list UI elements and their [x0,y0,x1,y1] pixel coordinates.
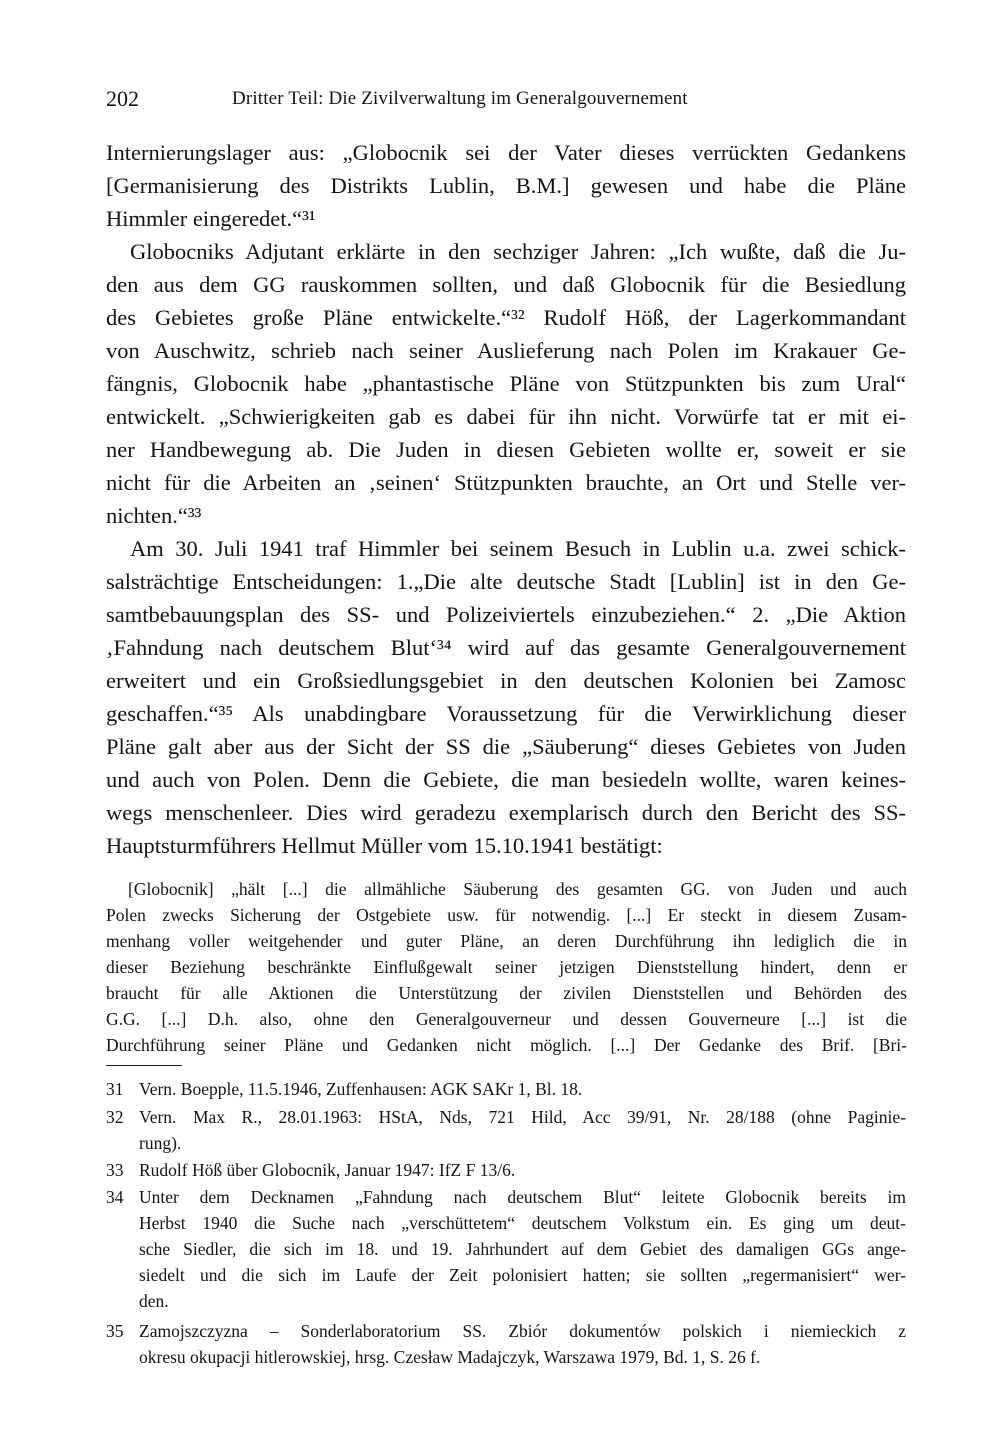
body-line: wegs menschenleer. Dies wird geradezu exemplarisch durch den Bericht des SS- [106,800,906,825]
body-line: salsträchtige Entscheidungen: 1.„Die alte deutsche Stadt [Lublin] ist in den Ge- [106,569,906,594]
body-line: entwickelt. „Schwierigkeiten gab es dabei für ihn nicht. Vorwürfe tat er mit ei- [106,404,906,429]
quote-line: braucht für alle Aktionen die Unterstützung der zivilen Dienststellen und Behörden des [106,983,907,1003]
body-line: den aus dem GG rauskommen sollten, und daß Globocnik für die Besiedlung [106,272,906,297]
quote-line: menhang voller weitgehender und guter Pläne, an deren Durchführung ihn lediglich die in [106,931,907,951]
footnote-text: sche Siedler, die sich im 18. und 19. Jahrhundert auf dem Gebiet des damaligen GGs ange- [139,1239,906,1259]
body-line: und auch von Polen. Denn die Gebiete, die man besiedeln wollte, waren keines- [106,767,906,792]
footnote-text: Unter dem Decknamen „Fahndung nach deutschem Blut“ leitete Globocnik bereits im [139,1187,906,1207]
body-line: Internierungslager aus: „Globocnik sei der Vater dieses verrückten Gedankens [106,140,906,165]
quote-line: Polen zwecks Sicherung der Ostgebiete usw. für notwendig. [...] Er steckt in diesem Zusam- [106,905,907,925]
footnote-number: 31 [106,1079,124,1099]
body-line: geschaffen.“³⁵ Als unabdingbare Voraussetzung für die Verwirklichung dieser [106,701,906,726]
footnote-number: 34 [106,1187,124,1207]
page-header [106,86,906,116]
body-line: Pläne galt aber aus der Sicht der SS die „Säuberung“ dieses Gebietes von Juden [106,734,906,759]
body-line: nichten.“³³ [106,503,202,528]
footnote-number: 32 [106,1107,124,1127]
footnote-text: rung). [139,1133,182,1153]
footnote-number: 33 [106,1160,124,1180]
footnote-text: Zamojszczyzna – Sonderlaboratorium SS. Zbiór dokumentów polskich i niemieckich z [139,1321,906,1341]
footnote-number: 35 [106,1321,124,1341]
body-line: Globocniks Adjutant erklärte in den sechziger Jahren: „Ich wußte, daß die Ju- [130,239,906,264]
footnote-text: Vern. Boepple, 11.5.1946, Zuffenhausen: AGK SAKr 1, Bl. 18. [139,1079,583,1099]
footnote-text: Vern. Max R., 28.01.1963: HStA, Nds, 721 Hild, Acc 39/91, Nr. 28/188 (ohne Paginie- [139,1107,906,1127]
quote-line: G.G. [...] D.h. also, ohne den Generalgouverneur und dessen Gouverneure [...] ist die [106,1009,907,1029]
body-line: von Auschwitz, schrieb nach seiner Auslieferung nach Polen im Krakauer Ge- [106,338,906,363]
body-line: Am 30. Juli 1941 traf Himmler bei seinem Besuch in Lublin u.a. zwei schick- [130,536,906,561]
body-line: des Gebietes große Pläne entwickelte.“³² Rudolf Höß, der Lagerkommandant [106,305,906,330]
body-line: Hauptsturmführers Hellmut Müller vom 15.10.1941 bestätigt: [106,833,663,858]
body-line: ‚Fahndung nach deutschem Blut‘³⁴ wird auf das gesamte Generalgouvernement [106,635,906,660]
footnote-text: den. [139,1291,169,1311]
quote-line: [Globocnik] „hält [...] die allmähliche Säuberung des gesamten GG. von Juden und auch [128,879,907,899]
footnote-text: okresu okupacji hitlerowskiej, hrsg. Czesław Madajczyk, Warszawa 1979, Bd. 1, S. 26 f. [139,1347,761,1367]
body-line: [Germanisierung des Distrikts Lublin, B.M.] gewesen und habe die Pläne [106,173,906,198]
footnote-separator [106,1065,182,1066]
body-line: fängnis, Globocnik habe „phantastische Pläne von Stützpunkten bis zum Ural“ [106,371,906,396]
body-line: Himmler eingeredet.“³¹ [106,206,316,231]
quote-line: dieser Beziehung beschränkte Einflußgewalt seiner jetzigen Dienststellung hindert, denn er [106,957,907,977]
body-line: samtbebauungsplan des SS- und Polizeiviertels einzubeziehen.“ 2. „Die Aktion [106,602,906,627]
quote-line: Durchführung seiner Pläne und Gedanken nicht möglich. [...] Der Gedanke des Brif. [Bri- [106,1035,907,1055]
page-number: 202 [106,86,139,111]
running-title: Dritter Teil: Die Zivilverwaltung im Generalgouvernement [232,88,688,109]
body-line: nicht für die Arbeiten an ‚seinen‘ Stützpunkten brauchte, an Ort und Stelle ver- [106,470,906,495]
footnote-text: siedelt und die sich im Laufe der Zeit polonisiert hatten; sie sollten „regermanisiert“ wer- [139,1265,906,1285]
footnote-text: Herbst 1940 die Suche nach „verschüttetem“ deutschem Volkstum ein. Es ging um deut- [139,1213,906,1233]
body-line: erweitert und ein Großsiedlungsgebiet in den deutschen Kolonien bei Zamosc [106,668,906,693]
footnote-text: Rudolf Höß über Globocnik, Januar 1947: IfZ F 13/6. [139,1160,516,1180]
body-line: ner Handbewegung ab. Die Juden in diesen Gebieten wollte er, soweit er sie [106,437,906,462]
